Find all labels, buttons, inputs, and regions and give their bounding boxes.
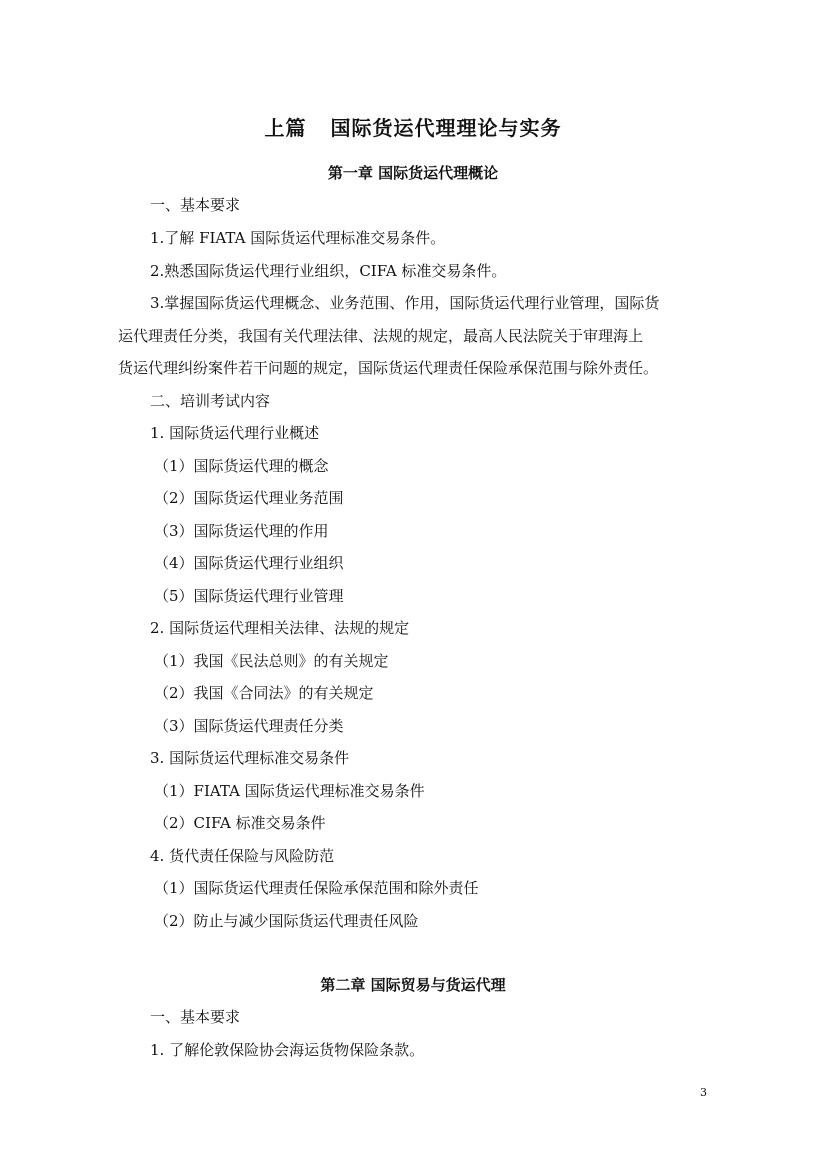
topic-subitem: （4）国际货运代理行业组织 — [154, 554, 344, 572]
topic-subitem: （2）防止与减少国际货运代理责任风险 — [154, 912, 419, 930]
requirement-item: 3.掌握国际货运代理概念、业务范围、作用，国际货运代理行业管理，国际货 — [150, 294, 660, 312]
topic-subitem: （3）国际货运代理的作用 — [154, 522, 329, 540]
topic-subitem: （5）国际货运代理行业管理 — [154, 587, 344, 605]
requirement-item-continued: 货运代理纠纷案件若干问题的规定，国际货运代理责任保险承保范围与除外责任。 — [118, 359, 659, 377]
topic-subitem: （1）国际货运代理责任保险承保范围和除外责任 — [154, 879, 479, 897]
topic-subitem: （2）国际货运代理业务范围 — [154, 489, 344, 507]
topic-heading: 2. 国际货运代理相关法律、法规的规定 — [150, 619, 410, 637]
topic-subitem: （2）我国《合同法》的有关规定 — [154, 684, 374, 702]
topic-subitem: （1）国际货运代理的概念 — [154, 457, 329, 475]
requirement-item: 1. 了解伦敦保险协会海运货物保险条款。 — [150, 1041, 425, 1059]
chapter-title: 第一章 国际货运代理概论 — [327, 164, 499, 182]
requirement-item: 2.熟悉国际货运代理行业组织，CIFA 标准交易条件。 — [150, 262, 507, 280]
topic-heading: 3. 国际货运代理标准交易条件 — [150, 749, 350, 767]
topic-subitem: （1）我国《民法总则》的有关规定 — [154, 652, 389, 670]
section-heading: 二、培训考试内容 — [150, 392, 271, 410]
requirement-item-continued: 运代理责任分类，我国有关代理法律、法规的规定，最高人民法院关于审理海上 — [118, 327, 644, 345]
topic-subitem: （2）CIFA 标准交易条件 — [154, 814, 326, 832]
part-label: 上篇 — [264, 116, 307, 140]
topic-subitem: （3）国际货运代理责任分类 — [154, 717, 344, 735]
topic-subitem: （1）FIATA 国际货运代理标准交易条件 — [154, 782, 425, 800]
section-heading: 一、基本要求 — [150, 196, 241, 214]
part-title-text: 国际货运代理理论与实务 — [330, 116, 562, 140]
topic-heading: 1. 国际货运代理行业概述 — [150, 424, 320, 442]
part-title — [0, 112, 826, 141]
section-heading: 一、基本要求 — [150, 1008, 241, 1026]
chapter-title: 第二章 国际贸易与货运代理 — [320, 976, 506, 994]
page-number: 3 — [700, 1086, 707, 1099]
requirement-item: 1.了解 FIATA 国际货运代理标准交易条件。 — [150, 229, 446, 247]
topic-heading: 4. 货代责任保险与风险防范 — [150, 847, 335, 865]
